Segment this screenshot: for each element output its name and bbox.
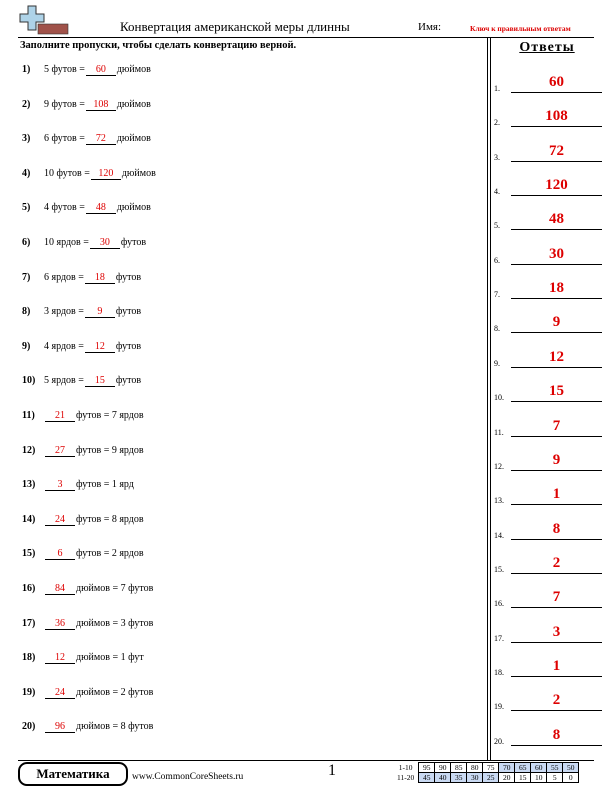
question-row [22, 514, 144, 534]
answer-number: 17. [494, 633, 504, 643]
question-before: 6 футов = [44, 133, 85, 145]
answer-value: 2 [511, 690, 602, 711]
answer-row [494, 691, 604, 711]
answer-value: 3 [511, 622, 602, 643]
question-number: 1) [22, 64, 31, 75]
score-cell: 90 [435, 763, 451, 773]
score-row [395, 773, 579, 783]
answer-number: 3. [494, 152, 500, 162]
answer-number: 18. [494, 667, 504, 677]
answer-number: 5. [494, 221, 500, 231]
question-before: 5 футов = [44, 64, 85, 75]
score-cell: 60 [531, 763, 547, 773]
answer-value: 30 [511, 244, 602, 265]
question-before: 3 ярдов = [44, 306, 84, 318]
question-row [22, 64, 151, 84]
answer-value: 9 [511, 450, 602, 471]
score-cell: 70 [499, 763, 515, 773]
answer-blank: 48 [86, 202, 116, 214]
answer-row [494, 657, 604, 677]
answer-blank: 18 [85, 272, 115, 284]
question-before: 10 футов = [44, 167, 90, 179]
question-number: 18) [22, 652, 36, 664]
answer-row [494, 348, 604, 368]
question-row [22, 687, 153, 707]
question-before: 4 ярдов = [44, 340, 84, 352]
question-number: 3) [22, 133, 31, 145]
worksheet-title: Конвертация американской меры длинны [120, 19, 350, 34]
question-after: футов = 1 ярд [76, 479, 134, 491]
answer-row [494, 623, 604, 643]
answer-number: 4. [494, 187, 500, 197]
page-number: 1 [328, 762, 336, 779]
question-after: футов = 7 ярдов [76, 410, 144, 421]
answer-row [494, 451, 604, 471]
answer-row [494, 520, 604, 540]
answer-row [494, 245, 604, 265]
question-row [22, 272, 141, 292]
answer-value: 1 [511, 484, 602, 505]
question-after: футов [115, 271, 142, 283]
plus-logo-icon [18, 4, 70, 36]
answer-row [494, 726, 604, 746]
answer-row [494, 588, 604, 608]
question-after: футов [115, 375, 142, 387]
question-row [22, 306, 141, 326]
answer-number: 14. [494, 530, 504, 540]
question-number: 16) [22, 583, 36, 594]
answer-value: 8 [511, 725, 602, 746]
footer-divider [18, 760, 594, 761]
answer-blank: 24 [45, 514, 75, 526]
question-row [22, 721, 153, 741]
score-range-label: 11-20 [397, 773, 415, 782]
question-number: 4) [22, 167, 31, 179]
question-row [22, 237, 146, 257]
answer-blank: 120 [91, 168, 121, 180]
question-number: 11) [22, 410, 35, 421]
question-after: футов [115, 340, 142, 352]
answer-value: 120 [511, 175, 602, 196]
question-before: 4 футов = [44, 202, 85, 214]
question-row [22, 133, 151, 153]
question-after: дюймов [116, 133, 151, 145]
site-url: www.CommonCoreSheets.ru [132, 772, 244, 782]
answer-value: 108 [511, 106, 602, 127]
brand-logo: Математика [18, 762, 128, 786]
question-after: дюймов = 1 фут [76, 652, 144, 664]
question-row [22, 479, 134, 499]
answer-value: 2 [511, 553, 602, 574]
question-before: 6 ярдов = [44, 271, 84, 283]
score-cell: 40 [435, 773, 451, 783]
score-cell: 20 [499, 773, 515, 783]
answer-row [494, 554, 604, 574]
question-row [22, 375, 141, 395]
question-row [22, 202, 151, 222]
question-row [22, 168, 156, 188]
answer-value: 15 [511, 381, 602, 402]
answer-row [494, 73, 604, 93]
score-cell: 50 [563, 763, 579, 773]
score-cell: 15 [515, 773, 531, 783]
score-cell: 25 [483, 773, 499, 783]
question-row [22, 548, 144, 568]
score-cell: 80 [467, 763, 483, 773]
question-after: футов = 9 ярдов [76, 444, 144, 456]
answer-number: 11. [494, 427, 504, 437]
score-cell: 5 [547, 773, 563, 783]
answer-value: 60 [511, 72, 602, 93]
question-number: 14) [22, 513, 36, 525]
answer-number: 9. [494, 358, 500, 368]
question-number: 12) [22, 444, 36, 456]
answer-blank: 12 [45, 652, 75, 664]
score-cell: 0 [563, 773, 579, 783]
answer-row [494, 279, 604, 299]
question-after: футов = 8 ярдов [76, 513, 144, 525]
answer-value: 7 [511, 587, 602, 608]
question-before: 5 ярдов = [44, 375, 84, 387]
question-before: 10 ярдов = [44, 237, 89, 248]
score-cell: 65 [515, 763, 531, 773]
answer-value: 8 [511, 519, 602, 540]
answer-blank: 6 [45, 548, 75, 560]
score-cell: 95 [419, 763, 435, 773]
name-label: Имя: [418, 21, 442, 33]
answer-blank: 9 [85, 306, 115, 318]
answer-blank: 108 [86, 99, 116, 111]
column-divider [490, 37, 491, 760]
score-cell: 35 [451, 773, 467, 783]
question-row [22, 445, 144, 465]
score-cell: 85 [451, 763, 467, 773]
answer-blank: 27 [45, 445, 75, 457]
score-cell: 75 [483, 763, 499, 773]
question-number: 5) [22, 202, 31, 214]
question-row [22, 618, 153, 638]
answer-value: 9 [511, 312, 602, 333]
score-cell: 30 [467, 773, 483, 783]
answer-value: 12 [511, 347, 602, 368]
answer-row [494, 176, 604, 196]
question-before: 9 футов = [44, 98, 85, 110]
question-row [22, 583, 153, 603]
question-after: дюймов [121, 167, 156, 179]
answer-number: 16. [494, 599, 504, 609]
instructions: Заполните пропуски, чтобы сделать конвертацию верной. [20, 40, 297, 51]
answer-number: 12. [494, 461, 504, 471]
score-row [395, 763, 579, 773]
answer-number: 2. [494, 118, 500, 128]
answer-value: 72 [511, 141, 602, 162]
answer-blank: 36 [45, 618, 75, 630]
question-number: 9) [22, 340, 31, 352]
answer-blank: 3 [45, 479, 75, 491]
question-after: дюймов = 2 футов [76, 686, 154, 698]
answer-number: 20. [494, 736, 504, 746]
answer-key-label: Ключ к правильным ответам [470, 24, 571, 33]
answer-blank: 84 [45, 583, 75, 595]
score-cell: 10 [531, 773, 547, 783]
question-after: дюймов [116, 64, 151, 75]
question-number: 19) [22, 686, 36, 698]
column-divider [487, 37, 488, 760]
score-cell: 55 [547, 763, 563, 773]
question-after: футов [115, 306, 142, 318]
answer-number: 1. [494, 84, 500, 93]
question-row [22, 341, 141, 361]
question-after: дюймов = 3 футов [76, 617, 154, 629]
answer-blank: 60 [86, 64, 116, 76]
question-number: 2) [22, 98, 31, 110]
question-number: 17) [22, 617, 36, 629]
score-table [395, 762, 579, 783]
answer-value: 7 [511, 416, 602, 437]
answer-row [494, 107, 604, 127]
header-divider [18, 37, 594, 38]
answer-row [494, 313, 604, 333]
answer-value: 1 [511, 656, 602, 677]
answer-number: 8. [494, 324, 500, 334]
answer-number: 6. [494, 255, 500, 265]
question-after: дюймов [116, 202, 151, 214]
score-cell: 45 [419, 773, 435, 783]
answer-blank: 30 [90, 237, 120, 249]
question-number: 15) [22, 548, 36, 560]
question-row [22, 410, 144, 430]
answer-number: 19. [494, 702, 504, 712]
question-row [22, 652, 144, 672]
question-number: 7) [22, 271, 31, 283]
answer-row [494, 382, 604, 402]
answer-blank: 21 [45, 410, 75, 422]
answer-number: 15. [494, 564, 504, 574]
answer-blank: 15 [85, 375, 115, 387]
question-after: футов = 2 ярдов [76, 548, 144, 560]
answer-number: 13. [494, 496, 504, 506]
answers-heading: Ответы [519, 40, 575, 55]
question-number: 8) [22, 306, 31, 318]
question-number: 20) [22, 721, 36, 733]
score-range-label: 1-10 [398, 763, 413, 772]
question-after: дюймов = 7 футов [76, 583, 154, 594]
answer-blank: 24 [45, 687, 75, 699]
answer-row [494, 485, 604, 505]
answer-value: 48 [511, 209, 602, 230]
answer-number: 7. [494, 290, 500, 300]
question-after: футов [120, 237, 147, 248]
answer-row [494, 417, 604, 437]
answer-blank: 72 [86, 133, 116, 145]
answer-row [494, 210, 604, 230]
answer-number: 10. [494, 393, 504, 403]
question-after: дюймов [116, 98, 151, 110]
answer-row [494, 142, 604, 162]
question-number: 10) [22, 375, 36, 387]
question-row [22, 99, 151, 119]
question-number: 6) [22, 237, 31, 248]
question-after: дюймов = 8 футов [76, 721, 154, 733]
answer-blank: 96 [45, 721, 75, 733]
question-number: 13) [22, 479, 36, 491]
answer-blank: 12 [85, 341, 115, 353]
answer-value: 18 [511, 278, 602, 299]
